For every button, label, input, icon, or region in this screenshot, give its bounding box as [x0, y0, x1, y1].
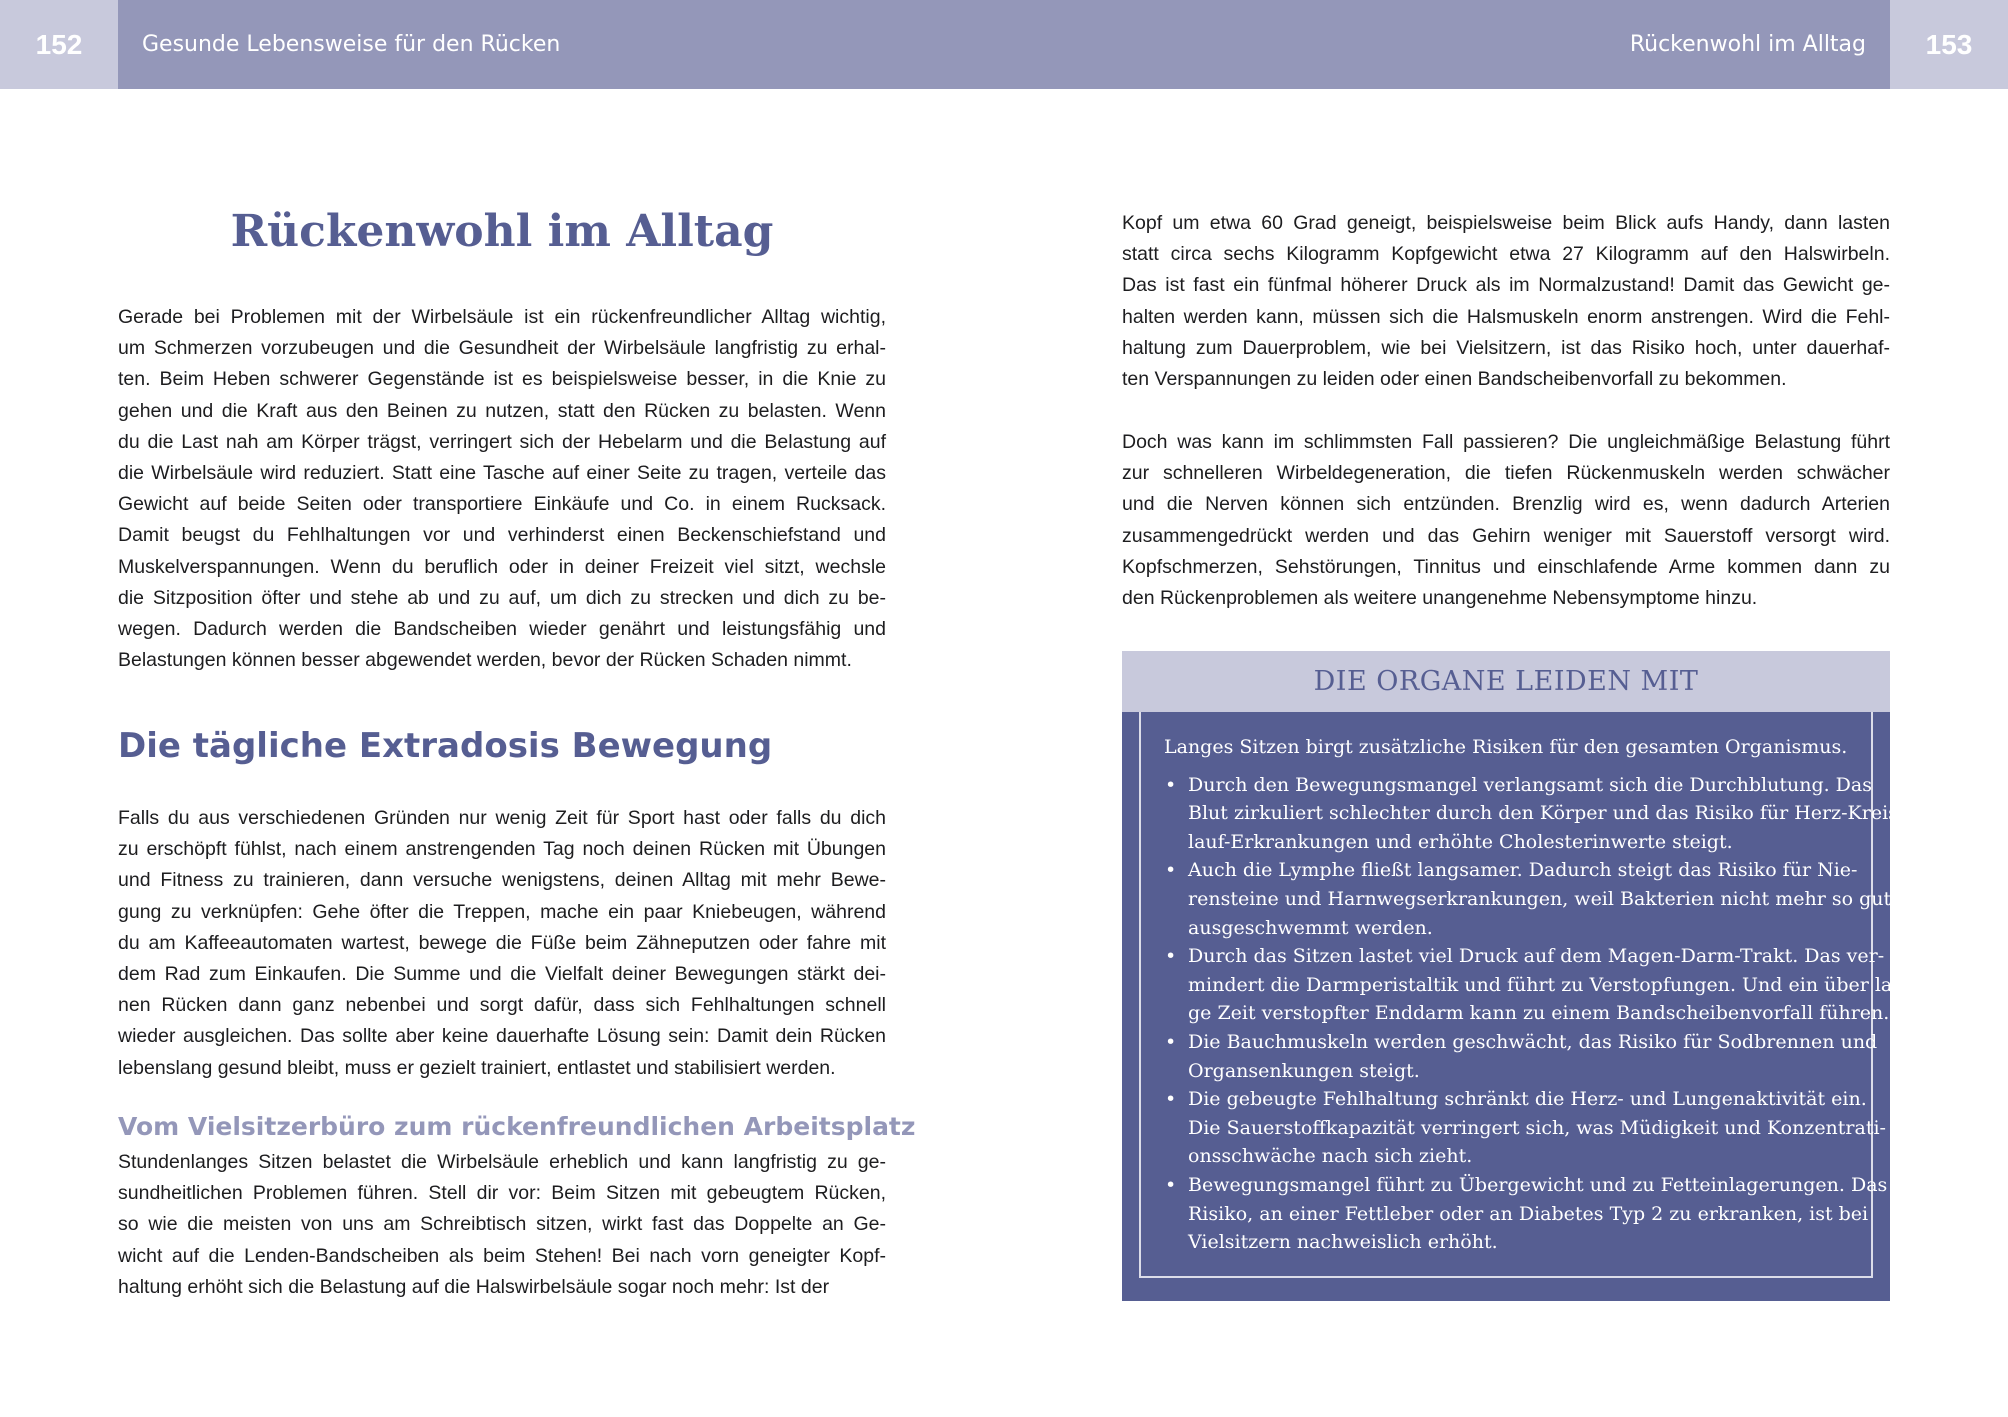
text-line: wieder ausgleichen. Das sollte aber keine dauerhafte Lösung sein: Damit dein Rücken	[118, 1025, 886, 1048]
right-paragraph-2	[1122, 427, 1890, 614]
info-box-line: Bewegungsmangel führt zu Übergewicht und zu Fetteinlagerungen. Das	[1188, 1173, 1888, 1196]
info-box-line: Vielsitzern nachweislich erhöht.	[1188, 1231, 1498, 1254]
text-line: zusammengedrückt werden und das Gehirn weniger mit Sauerstoff versorgt wird.	[1122, 524, 1890, 547]
right-running-header	[1004, 0, 1890, 89]
text-line: du die Last nah am Körper trägst, verringert sich der Hebelarm und die Belastung auf	[118, 430, 886, 453]
info-box-item	[1164, 1028, 1878, 1085]
text-line: gehen und die Kraft aus den Beinen zu nutzen, statt den Rücken zu belasten. Wenn	[118, 399, 886, 422]
text-line: haltung zum Dauerproblem, wie bei Vielsitzern, ist das Risiko hoch, unter dauerhaf-	[1122, 336, 1890, 359]
text-line: wegen. Dadurch werden die Bandscheiben wieder genährt und leistungsfähig und	[118, 618, 886, 641]
text-line: Damit beugst du Fehlhaltungen vor und verhinderst einen Beckenschiefstand und	[118, 524, 886, 547]
right-page-number: 153	[1890, 0, 2008, 89]
text-line: statt circa sechs Kilogramm Kopfgewicht etwa 27 Kilogramm auf den Halswirbeln.	[1122, 243, 1890, 266]
info-box-body	[1164, 733, 1911, 1257]
info-box-line: Blut zirkuliert schlechter durch den Körper und das Risiko für Herz-Kreis-	[1188, 802, 1905, 825]
info-box-line: onsschwäche nach sich zieht.	[1188, 1145, 1473, 1168]
text-line: den Rückenproblemen als weitere unangenehme Nebensymptome hinzu.	[1122, 587, 1758, 610]
text-line: Kopfschmerzen, Sehstörungen, Tinnitus und einschlafende Arme kommen dann zu	[1122, 555, 1890, 578]
left-running-title: Gesunde Lebensweise für den Rücken	[142, 32, 561, 57]
text-line: nen Rücken dann ganz nebenbei und sorgt dafür, dass sich Fehlhaltungen schnell	[118, 994, 886, 1017]
text-line: Gewicht auf beide Seiten oder transportiere Einkäufe und Co. in einem Rucksack.	[118, 493, 886, 516]
text-line: Falls du aus verschiedenen Gründen nur wenig Zeit für Sport hast oder falls du dich	[118, 807, 886, 829]
bullet-icon: •	[1165, 859, 1177, 882]
bullet-icon: •	[1165, 1030, 1177, 1053]
info-box-line: mindert die Darmperistaltik und führt zu Verstopfungen. Und ein über lan-	[1188, 973, 1911, 996]
text-line: lebenslang gesund bleibt, muss er gezielt trainiert, entlastet und stabilisiert werden.	[118, 1056, 836, 1079]
info-box	[1122, 651, 1911, 1301]
text-line: und die Nerven können sich entzünden. Brenzlig wird es, wenn dadurch Arterien	[1122, 493, 1890, 516]
left-page-number: 152	[0, 0, 118, 89]
info-box-line: Organsenkungen steigt.	[1188, 1059, 1420, 1082]
info-box-title: DIE ORGANE LEIDEN MIT	[1122, 651, 1890, 712]
info-box-line: ge Zeit verstopfter Enddarm kann zu einem Bandscheibenvorfall führen.	[1188, 1002, 1890, 1025]
section-heading: Die tägliche Extradosis Bewegung	[118, 726, 773, 766]
text-line: ten. Beim Heben schwerer Gegenstände ist es beispielsweise besser, in die Knie zu	[118, 368, 886, 391]
info-box-line: Risiko, an einer Fettleber oder an Diabetes Typ 2 zu erkranken, ist bei	[1188, 1202, 1869, 1225]
text-line: wicht auf die Lenden-Bandscheiben als beim Stehen! Bei nach vorn geneigter Kopf-	[118, 1244, 886, 1267]
text-line: zu erschöpft fühlst, nach einem anstrengenden Tag noch deinen Rücken mit Übungen	[118, 838, 886, 861]
text-line: sundheitlichen Problemen führen. Stell dir vor: Beim Sitzen mit gebeugtem Rücken,	[118, 1182, 886, 1205]
info-box-intro: Langes Sitzen birgt zusätzliche Risiken für den gesamten Organismus.	[1164, 736, 1848, 758]
bullet-icon: •	[1165, 773, 1177, 796]
section-paragraph	[118, 803, 886, 1084]
bullet-icon: •	[1165, 1173, 1177, 1196]
text-line: Stundenlanges Sitzen belastet die Wirbelsäule erheblich und kann langfristig zu ge-	[118, 1151, 886, 1173]
text-line: Das ist fast ein fünfmal höherer Druck als im Normalzustand! Damit das Gewicht ge-	[1122, 274, 1890, 297]
right-paragraph-1	[1122, 208, 1890, 395]
text-line: Gerade bei Problemen mit der Wirbelsäule ist ein rückenfreundlicher Alltag wichtig,	[118, 306, 886, 328]
right-running-title: Rückenwohl im Alltag	[1629, 32, 1866, 57]
text-line: zur schnelleren Wirbeldegeneration, die tiefen Rückenmuskeln werden schwächer	[1122, 462, 1890, 485]
info-box-line: Die Sauerstoffkapazität verringert sich, was Müdigkeit und Konzentrati-	[1188, 1116, 1886, 1139]
info-box-line: ausgeschwemmt werden.	[1188, 916, 1433, 939]
text-line: du am Kaffeeautomaten wartest, bewege die Füße beim Zähneputzen oder fahre mit	[118, 931, 886, 954]
info-box-item	[1164, 856, 1892, 942]
info-box-line: rensteine und Harnwegserkrankungen, weil Bakterien nicht mehr so gut	[1188, 887, 1892, 910]
info-box-line: Durch den Bewegungsmangel verlangsamt sich die Durchblutung. Das	[1188, 773, 1872, 796]
info-box-list	[1164, 771, 1911, 1257]
page-title: Rückenwohl im Alltag	[230, 206, 774, 257]
text-line: so wie die meisten von uns am Schreibtisch sitzen, wirkt fast das Doppelte an Ge-	[118, 1213, 886, 1236]
intro-paragraph	[118, 302, 886, 676]
subheading: Vom Vielsitzerbüro zum rückenfreundlichen Arbeitsplatz	[118, 1112, 916, 1141]
text-line: Muskelverspannungen. Wenn du beruflich oder in deiner Freizeit viel sitzt, wechsle	[118, 555, 886, 578]
text-line: gung zu verknüpfen: Gehe öfter die Treppen, mache ein paar Kniebeugen, während	[118, 900, 886, 923]
text-line: die Wirbelsäule wird reduziert. Statt eine Tasche auf einer Seite zu tragen, verteile das	[118, 462, 886, 485]
text-line: und Fitness zu trainieren, dann versuche wenigstens, deinen Alltag mit mehr Bewe-	[118, 869, 886, 892]
text-line: Kopf um etwa 60 Grad geneigt, beispielsweise beim Blick aufs Handy, dann lasten	[1122, 212, 1890, 234]
text-line: haltung erhöht sich die Belastung auf die Halswirbelsäule sogar noch mehr: Ist der	[118, 1275, 830, 1298]
info-box-line: lauf-Erkrankungen und erhöhte Cholesterinwerte steigt.	[1188, 830, 1733, 853]
info-box-line: Auch die Lymphe fließt langsamer. Dadurch steigt das Risiko für Nie-	[1188, 859, 1858, 882]
info-box-line: Die Bauchmuskeln werden geschwächt, das Risiko für Sodbrennen und	[1188, 1030, 1878, 1053]
text-line: halten werden kann, müssen sich die Halsmuskeln enorm anstrengen. Wird die Fehl-	[1122, 305, 1890, 328]
info-box-item	[1164, 1171, 1888, 1257]
text-line: die Sitzposition öfter und stehe ab und zu auf, um dich zu strecken und dich zu be-	[118, 586, 886, 609]
info-box-item	[1164, 942, 1911, 1028]
text-line: Belastungen können besser abgewendet werden, bevor der Rücken Schaden nimmt.	[118, 649, 852, 672]
bullet-icon: •	[1165, 945, 1177, 968]
bullet-icon: •	[1165, 1088, 1177, 1111]
sub-paragraph	[118, 1147, 886, 1303]
text-line: ten Verspannungen zu leiden oder einen Bandscheibenvorfall zu bekommen.	[1122, 368, 1787, 391]
text-line: dem Rad zum Einkaufen. Die Summe und die Vielfalt deiner Bewegungen stärkt dei-	[118, 963, 886, 986]
text-line: um Schmerzen vorzubeugen und die Gesundheit der Wirbelsäule langfristig zu erhal-	[118, 337, 886, 360]
info-box-line: Die gebeugte Fehlhaltung schränkt die Herz- und Lungenaktivität ein.	[1188, 1088, 1867, 1111]
info-box-item	[1164, 1085, 1886, 1171]
left-running-header	[118, 0, 1004, 89]
info-box-item	[1164, 771, 1905, 857]
text-line: Doch was kann im schlimmsten Fall passieren? Die ungleichmäßige Belastung führt	[1122, 431, 1890, 453]
info-box-line: Durch das Sitzen lastet viel Druck auf dem Magen-Darm-Trakt. Das ver-	[1188, 945, 1885, 968]
